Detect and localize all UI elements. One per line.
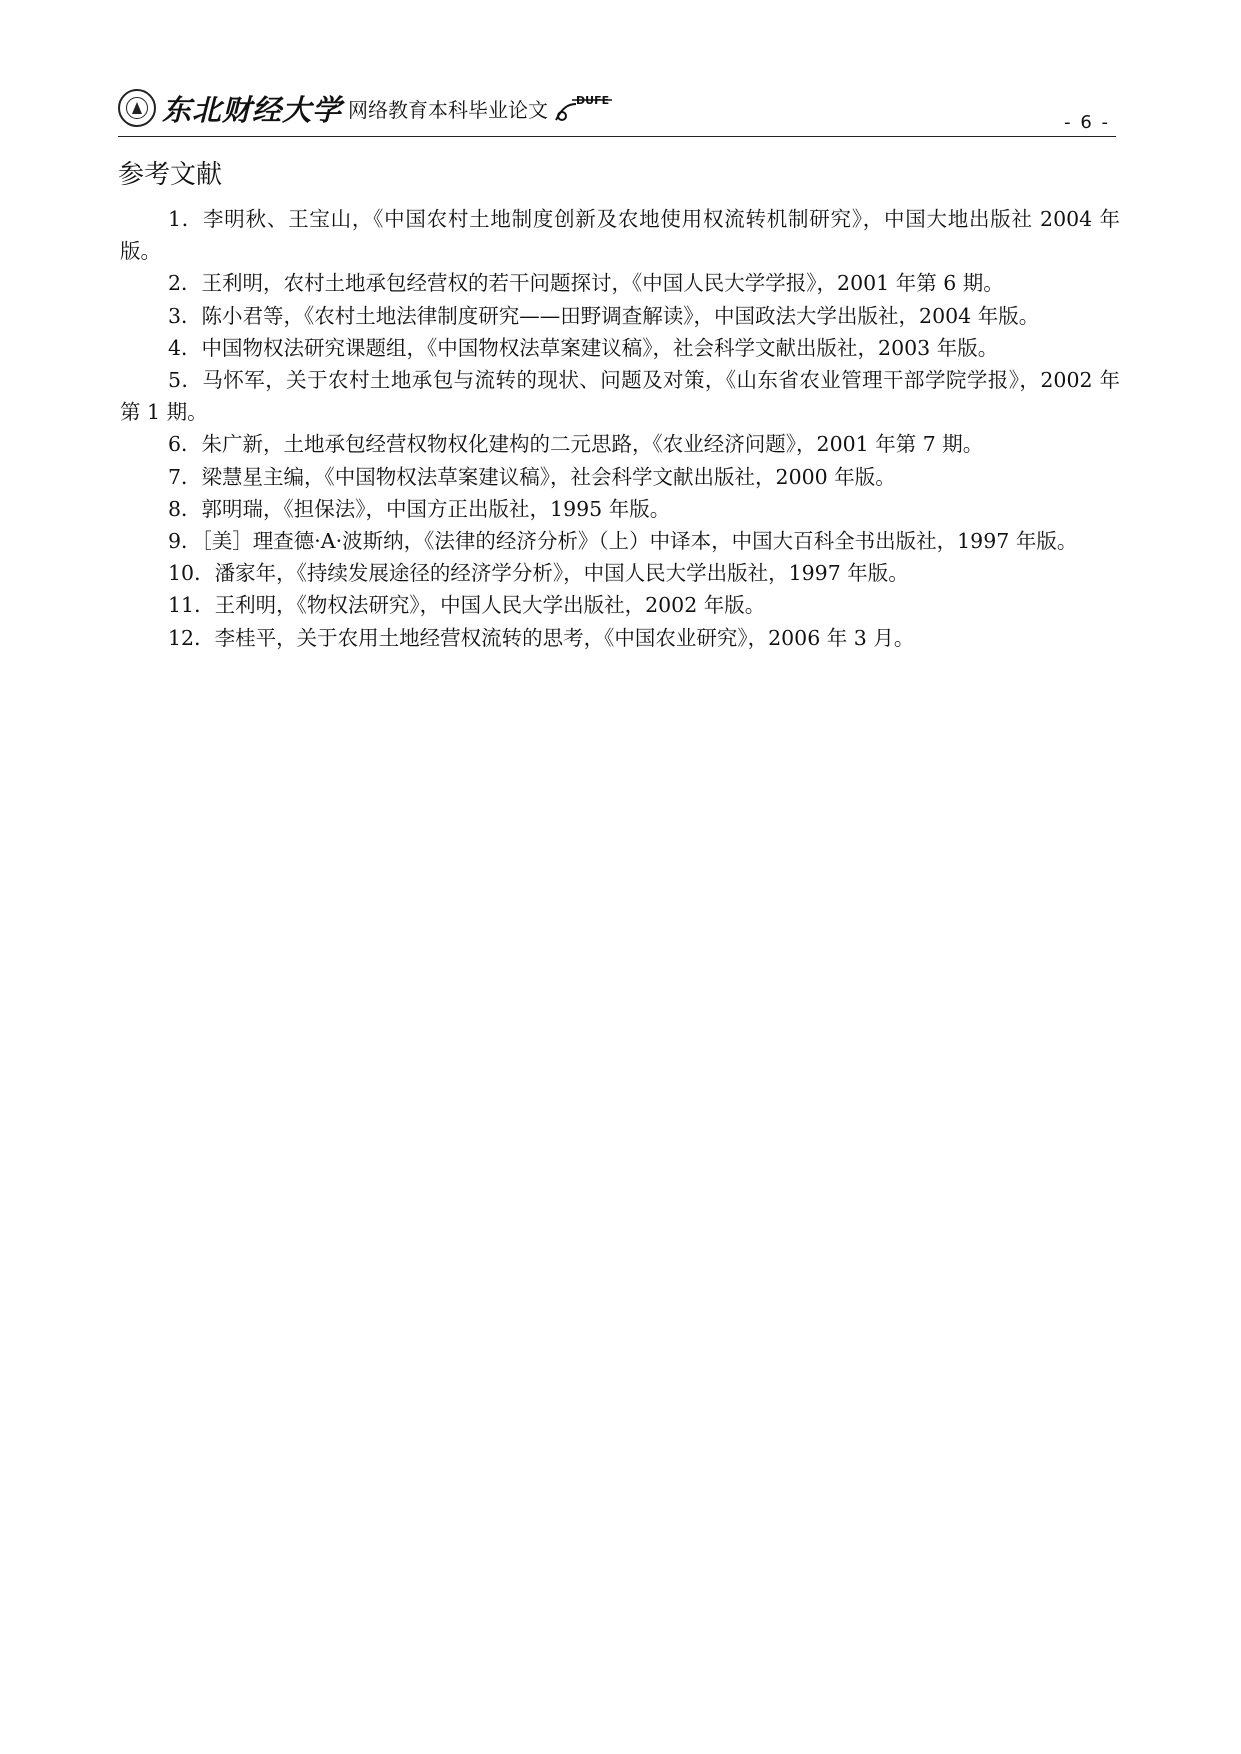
university-seal-icon (118, 89, 156, 127)
reference-item: 1．李明秋、王宝山，《中国农村土地制度创新及农地使用权流转机制研究》，中国大地出版社 2004 年版。 (120, 207, 1120, 264)
reference-list (120, 203, 1120, 654)
reference-item: 9．［美］理查德·A·波斯纳，《法律的经济分析》（上）中译本，中国大百科全书出版社，1997 年版。 (168, 529, 1078, 554)
header-divider (118, 136, 1116, 137)
reference-item: 2．王利明，农村土地承包经营权的若干问题探讨，《中国人民大学学报》，2001 年第 6 期。 (168, 271, 1004, 296)
university-logo (118, 84, 616, 132)
page-number: - 6 - (1064, 112, 1110, 133)
reference-item: 7．梁慧星主编，《中国物权法草案建议稿》，社会科学文献出版社，2000 年版。 (168, 464, 896, 489)
reference-item: 5．马怀军，关于农村土地承包与流转的现状、问题及对策，《山东省农业管理干部学院学报》，2002 年第 1 期。 (120, 368, 1120, 425)
page-header (118, 84, 1118, 136)
dufe-logo-text: DUFE (576, 94, 610, 107)
university-name: 东北财经大学 (162, 92, 343, 127)
reference-item: 4．中国物权法研究课题组，《中国物权法草案建议稿》，社会科学文献出版社，2003 年版。 (168, 335, 999, 360)
reference-item: 12．李桂平，关于农用土地经营权流转的思考，《中国农业研究》，2006 年 3 月。 (168, 625, 915, 650)
reference-item: 10．潘家年，《持续发展途径的经济学分析》，中国人民大学出版社，1997 年版。 (168, 561, 909, 586)
section-title: 参考文献 (118, 160, 223, 190)
reference-item: 6．朱广新，土地承包经营权物权化建构的二元思路，《农业经济问题》，2001 年第 7 期。 (168, 432, 984, 457)
document-type-label: 网络教育本科毕业论文 (348, 97, 549, 122)
reference-item: 3．陈小君等，《农村土地法律制度研究——田野调查解读》，中国政法大学出版社，2004 年版。 (168, 303, 1040, 328)
dufe-logo-icon (552, 90, 616, 126)
reference-item: 8．郭明瑞，《担保法》，中国方正出版社，1995 年版。 (168, 496, 671, 521)
reference-item: 11．王利明，《物权法研究》，中国人民大学出版社，2002 年版。 (168, 593, 766, 618)
